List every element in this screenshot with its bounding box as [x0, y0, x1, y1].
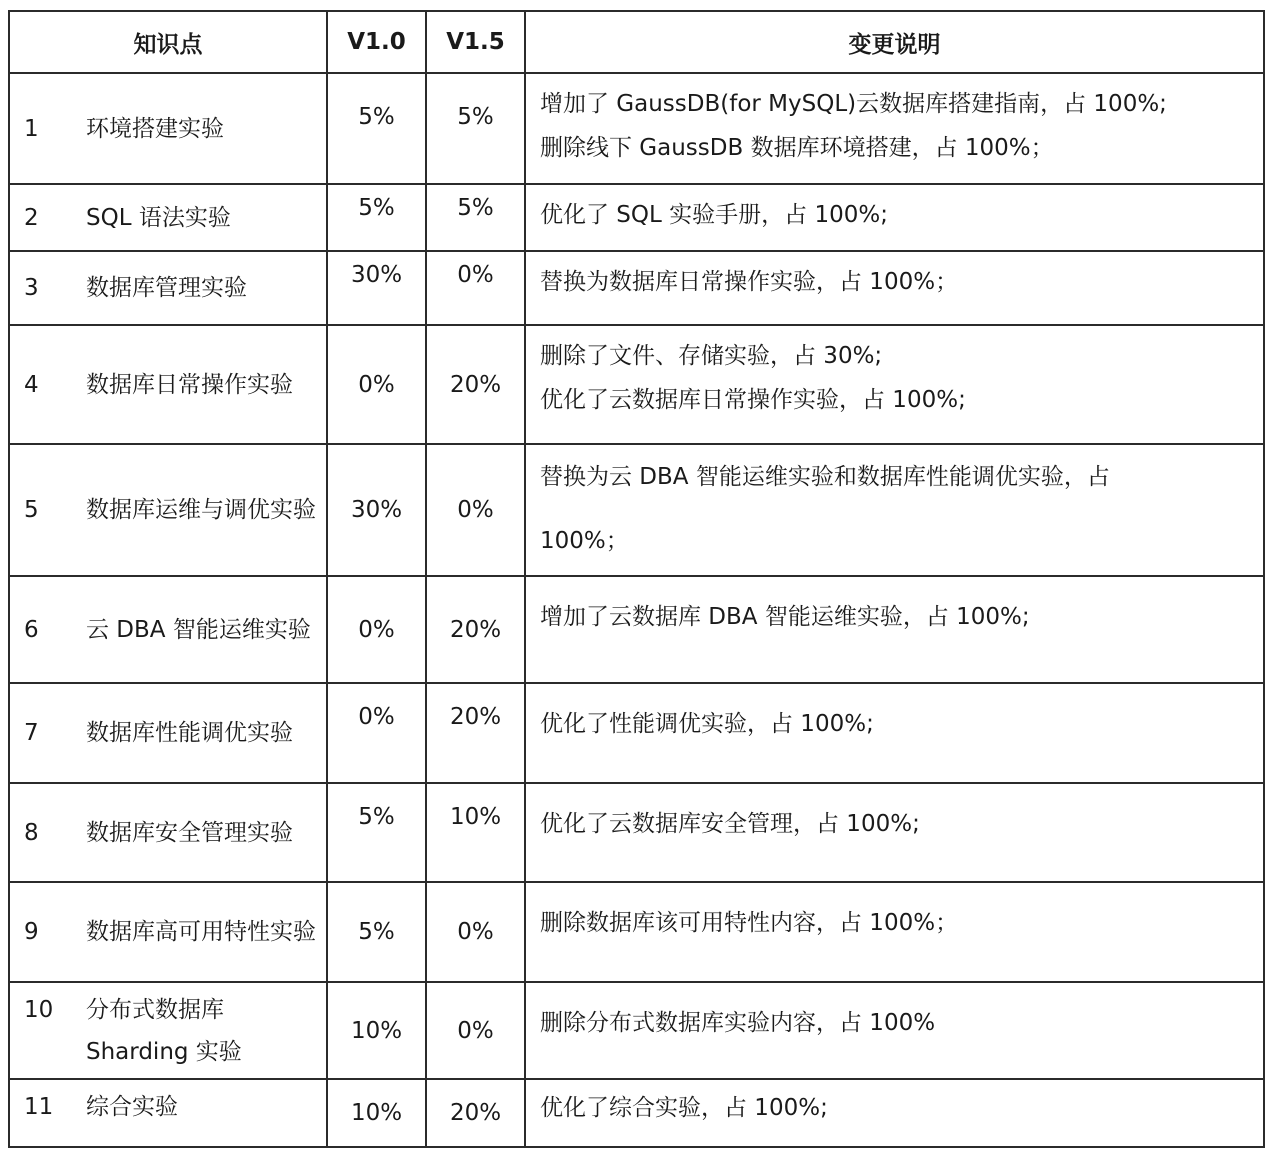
v10-value: 30% [327, 251, 426, 325]
table-row [9, 251, 1264, 325]
header-v10: V1.0 [327, 11, 426, 73]
description-line: 优化了性能调优实验，占 100%; [540, 711, 874, 737]
knowledge-cell [9, 1079, 327, 1147]
table-row [9, 1079, 1264, 1147]
change-description [525, 783, 1264, 882]
row-number: 10 [24, 996, 54, 1023]
v15-value: 20% [426, 576, 525, 683]
change-description [525, 184, 1264, 251]
knowledge-name: 数据库性能调优实验 [86, 720, 293, 746]
knowledge-cell [9, 576, 327, 683]
description-line: 删除数据库该可用特性内容，占 100%； [540, 910, 959, 936]
table-row [9, 444, 1264, 576]
v15-value: 20% [426, 683, 525, 783]
row-number: 3 [24, 275, 39, 301]
knowledge-name: 数据库高可用特性实验 [86, 919, 316, 945]
description-line: 100%； [540, 528, 629, 554]
description-line: 优化了云数据库安全管理，占 100%; [540, 811, 920, 837]
table-row [9, 325, 1264, 444]
knowledge-cell [9, 184, 327, 251]
v10-value: 0% [327, 576, 426, 683]
knowledge-name: 综合实验 [86, 1094, 178, 1120]
knowledge-name: 数据库安全管理实验 [86, 819, 293, 846]
v10-value: 30% [327, 444, 426, 576]
knowledge-name: SQL 语法实验 [86, 204, 231, 231]
v15-value: 20% [426, 325, 525, 444]
knowledge-name: 数据库日常操作实验 [86, 371, 293, 398]
v15-value: 0% [426, 251, 525, 325]
knowledge-cell [9, 325, 327, 444]
change-description [525, 73, 1264, 184]
v10-value: 10% [327, 1079, 426, 1147]
change-description [525, 576, 1264, 683]
v15-value: 0% [426, 982, 525, 1079]
header-v15: V1.5 [426, 11, 525, 73]
description-line: 替换为数据库日常操作实验，占 100%； [540, 269, 959, 295]
v10-value: 5% [327, 882, 426, 982]
row-number: 7 [24, 720, 39, 746]
knowledge-cell [9, 982, 327, 1079]
description-line: 删除了文件、存储实验，占 30%; [540, 343, 883, 369]
description-line: 优化了云数据库日常操作实验，占 100%; [540, 387, 966, 413]
change-description [525, 1079, 1264, 1147]
v10-value: 0% [327, 683, 426, 783]
description-line: 增加了 GaussDB(for MySQL)云数据库搭建指南，占 100%; [540, 91, 1167, 117]
knowledge-name: 数据库运维与调优实验 [86, 497, 316, 523]
change-table [8, 10, 1265, 1148]
knowledge-cell [9, 251, 327, 325]
change-description [525, 982, 1264, 1079]
knowledge-cell [9, 73, 327, 184]
description-line: 替换为云 DBA 智能运维实验和数据库性能调优实验，占 [540, 464, 1110, 490]
row-number: 11 [24, 1094, 54, 1120]
table-row [9, 683, 1264, 783]
v10-value: 5% [327, 783, 426, 882]
knowledge-name: 云 DBA 智能运维实验 [86, 616, 311, 643]
change-description [525, 251, 1264, 325]
description-line: 删除分布式数据库实验内容，占 100% [540, 1010, 936, 1036]
change-table-container [8, 10, 1263, 1148]
table-row [9, 73, 1264, 184]
v15-value: 10% [426, 783, 525, 882]
v10-value: 10% [327, 982, 426, 1079]
change-description [525, 444, 1264, 576]
header-knowledge: 知识点 [9, 11, 327, 73]
row-number: 8 [24, 819, 39, 846]
description-line: 优化了 SQL 实验手册，占 100%; [540, 202, 888, 228]
row-number: 1 [24, 115, 39, 142]
knowledge-cell [9, 783, 327, 882]
description-line: 删除线下 GaussDB 数据库环境搭建，占 100%； [540, 135, 1054, 161]
row-number: 6 [24, 616, 39, 643]
v15-value: 5% [426, 73, 525, 184]
v10-value: 5% [327, 184, 426, 251]
description-line: 优化了综合实验，占 100%; [540, 1095, 828, 1121]
change-description [525, 882, 1264, 982]
description-line: 增加了云数据库 DBA 智能运维实验，占 100%; [540, 604, 1030, 630]
table-row [9, 184, 1264, 251]
v10-value: 0% [327, 325, 426, 444]
table-row [9, 982, 1264, 1079]
knowledge-name: 数据库管理实验 [86, 275, 247, 301]
v15-value: 5% [426, 184, 525, 251]
table-row [9, 783, 1264, 882]
knowledge-cell [9, 683, 327, 783]
knowledge-name: 分布式数据库 Sharding 实验 [86, 996, 242, 1065]
row-number: 4 [24, 371, 39, 398]
knowledge-cell [9, 444, 327, 576]
knowledge-name: 环境搭建实验 [86, 115, 224, 142]
table-row [9, 576, 1264, 683]
knowledge-cell [9, 882, 327, 982]
change-description [525, 325, 1264, 444]
row-number: 5 [24, 497, 39, 523]
v15-value: 0% [426, 444, 525, 576]
header-change: 变更说明 [525, 11, 1264, 73]
v15-value: 0% [426, 882, 525, 982]
row-number: 2 [24, 204, 39, 231]
v15-value: 20% [426, 1079, 525, 1147]
v10-value: 5% [327, 73, 426, 184]
row-number: 9 [24, 919, 39, 945]
table-row [9, 882, 1264, 982]
header-row [9, 11, 1264, 73]
change-description [525, 683, 1264, 783]
